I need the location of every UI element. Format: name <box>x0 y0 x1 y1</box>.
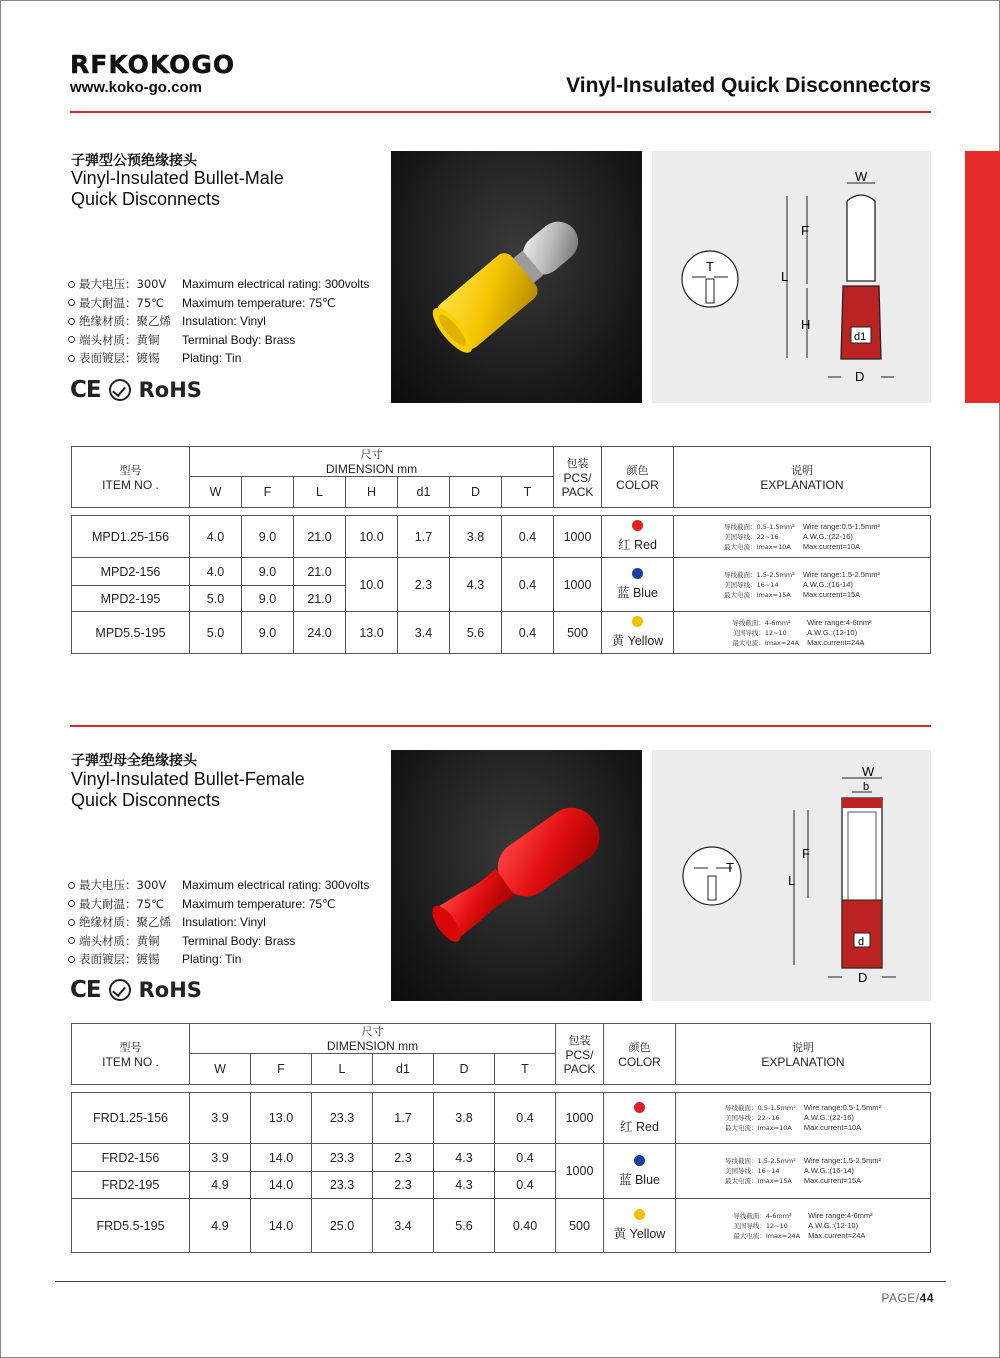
dim-label-d1: d1 <box>854 331 867 343</box>
dim-label-b: b <box>863 781 870 793</box>
header-color: 颜色 COLOR <box>604 1024 676 1085</box>
document-title: Vinyl-Insulated Quick Disconnectors <box>566 74 931 97</box>
brand-url: www.koko-go.com <box>70 79 202 96</box>
col-d1: d1 <box>398 477 450 508</box>
table-row: MPD5.5-195 5.0 9.0 24.0 13.0 3.4 5.6 0.4 500 黄 Yellow 导线截面：4-6mm² 美国导线：12~10 最大电流：Imax=24A Wire range:4-6mm² A.W.G.:(12-10) Max.current=24A <box>72 612 931 654</box>
sgs-check-icon <box>109 379 131 401</box>
section2-spec-list <box>68 876 369 969</box>
rohs-mark: RoHS <box>138 978 202 1002</box>
bullet-icon <box>68 336 75 343</box>
yellow-dot-icon <box>634 1209 645 1220</box>
col-d: D <box>450 477 502 508</box>
header-dimension: 尺寸 DIMENSION mm <box>190 1024 556 1054</box>
page-number: PAGE/44 <box>881 1291 934 1305</box>
section1-spec-table <box>71 446 931 654</box>
col-t: T <box>495 1054 556 1085</box>
col-w: W <box>190 477 242 508</box>
header-pack: 包装 PCS/ PACK <box>556 1024 604 1085</box>
bullet-icon <box>68 919 75 926</box>
col-f: F <box>251 1054 312 1085</box>
bullet-icon <box>68 281 75 288</box>
col-f: F <box>242 477 294 508</box>
dim-label-d-small: d <box>858 936 865 948</box>
header-color: 颜色 COLOR <box>602 447 674 508</box>
section1-product-photo <box>391 151 642 403</box>
bullet-icon <box>68 882 75 889</box>
col-h: H <box>346 477 398 508</box>
section2-product-photo <box>391 750 642 1001</box>
ce-mark: CE <box>70 977 101 1003</box>
section2-en-title: Vinyl-Insulated Bullet-Female Quick Disconnects <box>71 769 305 810</box>
section2-spec-table <box>71 1023 931 1253</box>
footer-divider <box>55 1281 946 1282</box>
dim-label-w: W <box>862 764 875 779</box>
bullet-icon <box>68 299 75 306</box>
spec-row: 绝缘材质：聚乙烯 Insulation: Vinyl <box>68 312 369 331</box>
yellow-dot-icon <box>632 616 643 627</box>
col-w: W <box>190 1054 251 1085</box>
bullet-icon <box>68 956 75 963</box>
sidebar-tab-marker <box>965 151 1000 403</box>
section2-certifications <box>70 977 202 1003</box>
spec-row: 最大耐温：75℃ Maximum temperature: 75℃ <box>68 895 369 914</box>
header-dimension: 尺寸 DIMENSION mm <box>190 447 554 477</box>
section1-cn-title: 子弹型公预绝缘接头 <box>71 153 197 169</box>
ce-mark: CE <box>70 377 101 403</box>
table-row: FRD2-195 4.9 14.0 23.3 2.3 4.3 0.4 <box>72 1172 931 1199</box>
dim-label-h: H <box>801 317 811 332</box>
section2-dimension-drawing <box>652 750 931 1001</box>
dim-label-d: D <box>855 369 865 384</box>
dim-label-d: D <box>858 970 868 985</box>
spec-row: 最大耐温：75℃ Maximum temperature: 75℃ <box>68 294 369 313</box>
dim-label-t: T <box>726 860 734 875</box>
col-d1: d1 <box>373 1054 434 1085</box>
col-l: L <box>294 477 346 508</box>
rohs-mark: RoHS <box>138 378 202 402</box>
header-item: 型号 ITEM NO . <box>72 447 190 508</box>
dim-label-w: W <box>855 169 868 184</box>
blue-dot-icon <box>634 1155 645 1166</box>
dim-label-t: T <box>706 259 714 274</box>
dim-label-l: L <box>781 269 789 284</box>
table-row: FRD2-156 3.9 14.0 23.3 2.3 4.3 0.4 1000 蓝 Blue 导线截面：1.5-2.5mm² 美国导线：16~14 最大电流：Imax=15A Wire range:1.5-2.5mm² A.W.G.:(16-14) Max.current=15A <box>72 1144 931 1172</box>
dim-label-f: F <box>801 223 809 238</box>
bullet-icon <box>68 318 75 325</box>
section1-certifications <box>70 377 202 403</box>
bullet-icon <box>68 355 75 362</box>
section2-cn-title: 子弹型母全绝缘接头 <box>71 753 197 769</box>
sgs-check-icon <box>109 979 131 1001</box>
brand-logo: RFKOKOGO <box>70 50 236 79</box>
blue-dot-icon <box>632 568 643 579</box>
spec-row: 最大电压：300V Maximum electrical rating: 300volts <box>68 275 369 294</box>
header-explanation: 说明 EXPLANATION <box>676 1024 931 1085</box>
section1-en-title: Vinyl-Insulated Bullet-Male Quick Disconnects <box>71 168 284 209</box>
dim-label-f: F <box>802 846 810 861</box>
red-dot-icon <box>632 520 643 531</box>
spec-row: 端头材质：黄铜 Terminal Body: Brass <box>68 932 369 951</box>
spec-row: 最大电压：300V Maximum electrical rating: 300volts <box>68 876 369 895</box>
header-item: 型号 ITEM NO . <box>72 1024 190 1085</box>
header-explanation: 说明 EXPLANATION <box>674 447 931 508</box>
spec-row: 表面镀层：镀锡 Plating: Tin <box>68 950 369 969</box>
spec-row: 绝缘材质：聚乙烯 Insulation: Vinyl <box>68 913 369 932</box>
spec-row: 端头材质：黄铜 Terminal Body: Brass <box>68 331 369 350</box>
table-row: FRD5.5-195 4.9 14.0 25.0 3.4 5.6 0.40 500 黄 Yellow 导线截面：4-6mm² 美国导线：12~10 最大电流：Imax=24A Wire range:4-6mm² A.W.G.:(12-10) Max.current=24A <box>72 1199 931 1253</box>
table-row: MPD2-156 4.0 9.0 21.0 10.0 2.3 4.3 0.4 1000 蓝 Blue 导线截面：1.5-2.5mm² 美国导线：16~14 最大电流：Imax=15A Wire range:1.5-2.5mm² A.W.G.:(16-14) Max.current=15A <box>72 558 931 586</box>
table-row: MPD1.25-156 4.0 9.0 21.0 10.0 1.7 3.8 0.4 1000 红 Red 导线截面：0.5-1.5mm² 美国导线：22~16 最大电流：Imax=10A Wire range:0.5-1.5mm² A.W.G.:(22-16) Max.current=10A <box>72 516 931 558</box>
col-t: T <box>502 477 554 508</box>
header-pack: 包装 PCS/ PACK <box>554 447 602 508</box>
section1-spec-list <box>68 275 369 368</box>
col-l: L <box>312 1054 373 1085</box>
bullet-icon <box>68 900 75 907</box>
section1-dimension-drawing <box>652 151 931 403</box>
bullet-icon <box>68 937 75 944</box>
header-divider <box>70 111 931 113</box>
section-divider <box>70 725 931 727</box>
table-row: FRD1.25-156 3.9 13.0 23.3 1.7 3.8 0.4 1000 红 Red 导线截面：0.5-1.5mm² 美国导线：22~16 最大电流：Imax=10A Wire range:0.5-1.5mm² A.W.G.:(22-16) Max.current=10A <box>72 1093 931 1144</box>
spec-row: 表面镀层：镀锡 Plating: Tin <box>68 349 369 368</box>
red-dot-icon <box>634 1102 645 1113</box>
dim-label-l: L <box>788 873 796 888</box>
col-d: D <box>434 1054 495 1085</box>
table-row: MPD2-195 5.0 9.0 21.0 <box>72 586 931 612</box>
